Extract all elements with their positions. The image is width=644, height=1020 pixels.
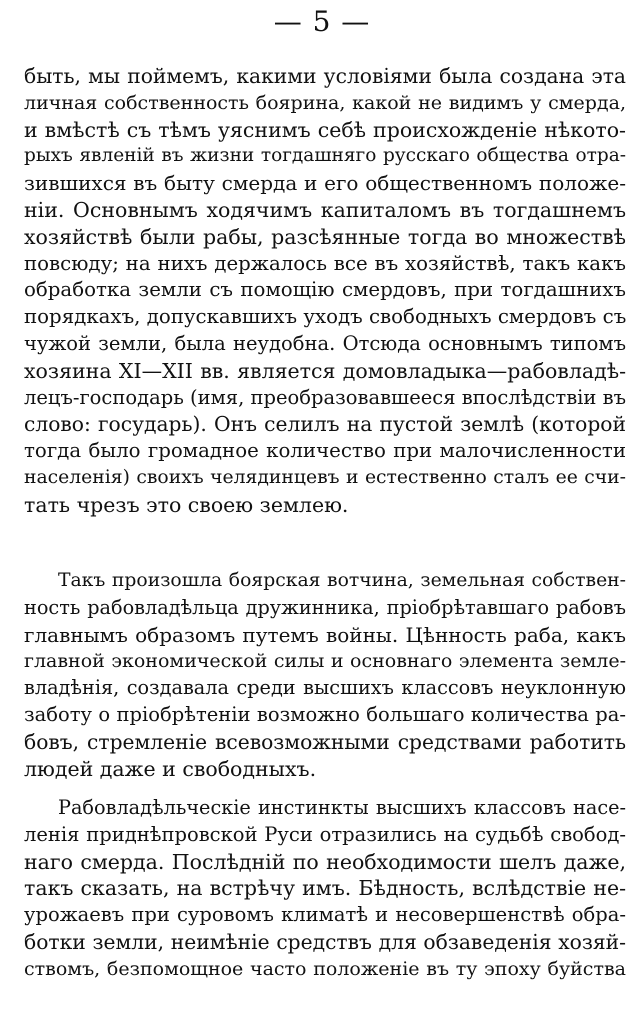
text-line: ствомъ, безпомощное часто положеніе въ ту эпоху буйства [24,957,626,980]
text-line: ніи. Основнымъ ходячимъ капиталомъ въ тогдашнемъ [24,197,626,222]
text-line: ность рабовладѣльца дружинника, пріобрѣтавшаго рабовъ [24,595,626,619]
text-line: зившихся въ быту смерда и его общественномъ положе- [24,171,626,196]
text-line: бовъ, стремленіе всевозможными средствами работить [24,729,626,754]
text-line: порядкахъ, допускавшихъ уходъ свободныхъ смердовъ съ [24,305,627,329]
text-line: урожаевъ при суровомъ климатѣ и несовершенствѣ обра- [24,903,626,927]
text-line: людей даже и свободныхъ. [24,756,317,781]
text-line: быть, мы поймемъ, какими условіями была создана эта [24,64,626,88]
paragraph-1 [24,63,626,519]
text-line: чужой земли, была неудобна. Отсюда основнымъ типомъ [24,331,626,355]
paragraph-2 [24,568,626,782]
text-line: ботки земли, неимѣніе средствъ для обзаведенія хозяй- [24,929,626,954]
text-line: Рабовладѣльческіе инстинкты высшихъ классовъ насе- [58,796,626,819]
text-line: и вмѣстѣ съ тѣмъ уяснимъ себѣ происхожденіе нѣкото- [24,117,626,142]
text-line: слово: государь). Онъ селилъ на пустой землѣ (которой [24,412,626,437]
text-line: наго смерда. Послѣдній по необходимости шелъ даже, [24,849,626,874]
text-line: тать чрезъ это своею землею. [24,492,349,517]
text-line: такъ сказать, на встрѣчу имъ. Бѣдность, вслѣдствіе не- [24,876,626,901]
text-line: личная собственность боярина, какой не видимъ у смерда, [24,91,626,114]
page-number: — 5 — [273,5,371,38]
text-line: ленія приднѣпровской Руси отразились на судьбѣ свобод- [24,822,626,846]
text-line: хозяина XI—XII вв. является домовладыка—рабовладѣ- [24,358,626,383]
text-line: главнымъ образомъ путемъ войны. Цѣнность раба, какъ [24,622,626,647]
text-line: повсюду; на нихъ держалось все въ хозяйствѣ, такъ какъ [24,251,626,275]
text-line: хозяйствѣ были рабы, разсѣянные тогда во множествѣ [24,224,626,249]
text-line: обработка земли съ помощію смердовъ, при тогдашнихъ [24,278,626,302]
paragraph-3 [24,795,626,983]
text-line: тогда было громадное количество при малочисленности [24,439,626,463]
text-line: заботу о пріобрѣтеніи возможно большаго количества ра- [24,702,626,726]
text-line: лецъ-господарь (имя, преобразовавшееся впослѣдствіи въ [24,385,626,409]
text-line: владѣнія, создавала среди высшихъ классовъ неуклонную [24,676,626,700]
text-line: населенія) своихъ челядинцевъ и естественно сталъ ее счи- [24,466,626,488]
text-line: главной экономической силы и основнаго элемента земле- [24,650,626,673]
text-line: рыхъ явленій въ жизни тогдашняго русскаго общества отра- [24,145,626,167]
text-line: Такъ произошла боярская вотчина, земельная собствен- [58,570,626,591]
